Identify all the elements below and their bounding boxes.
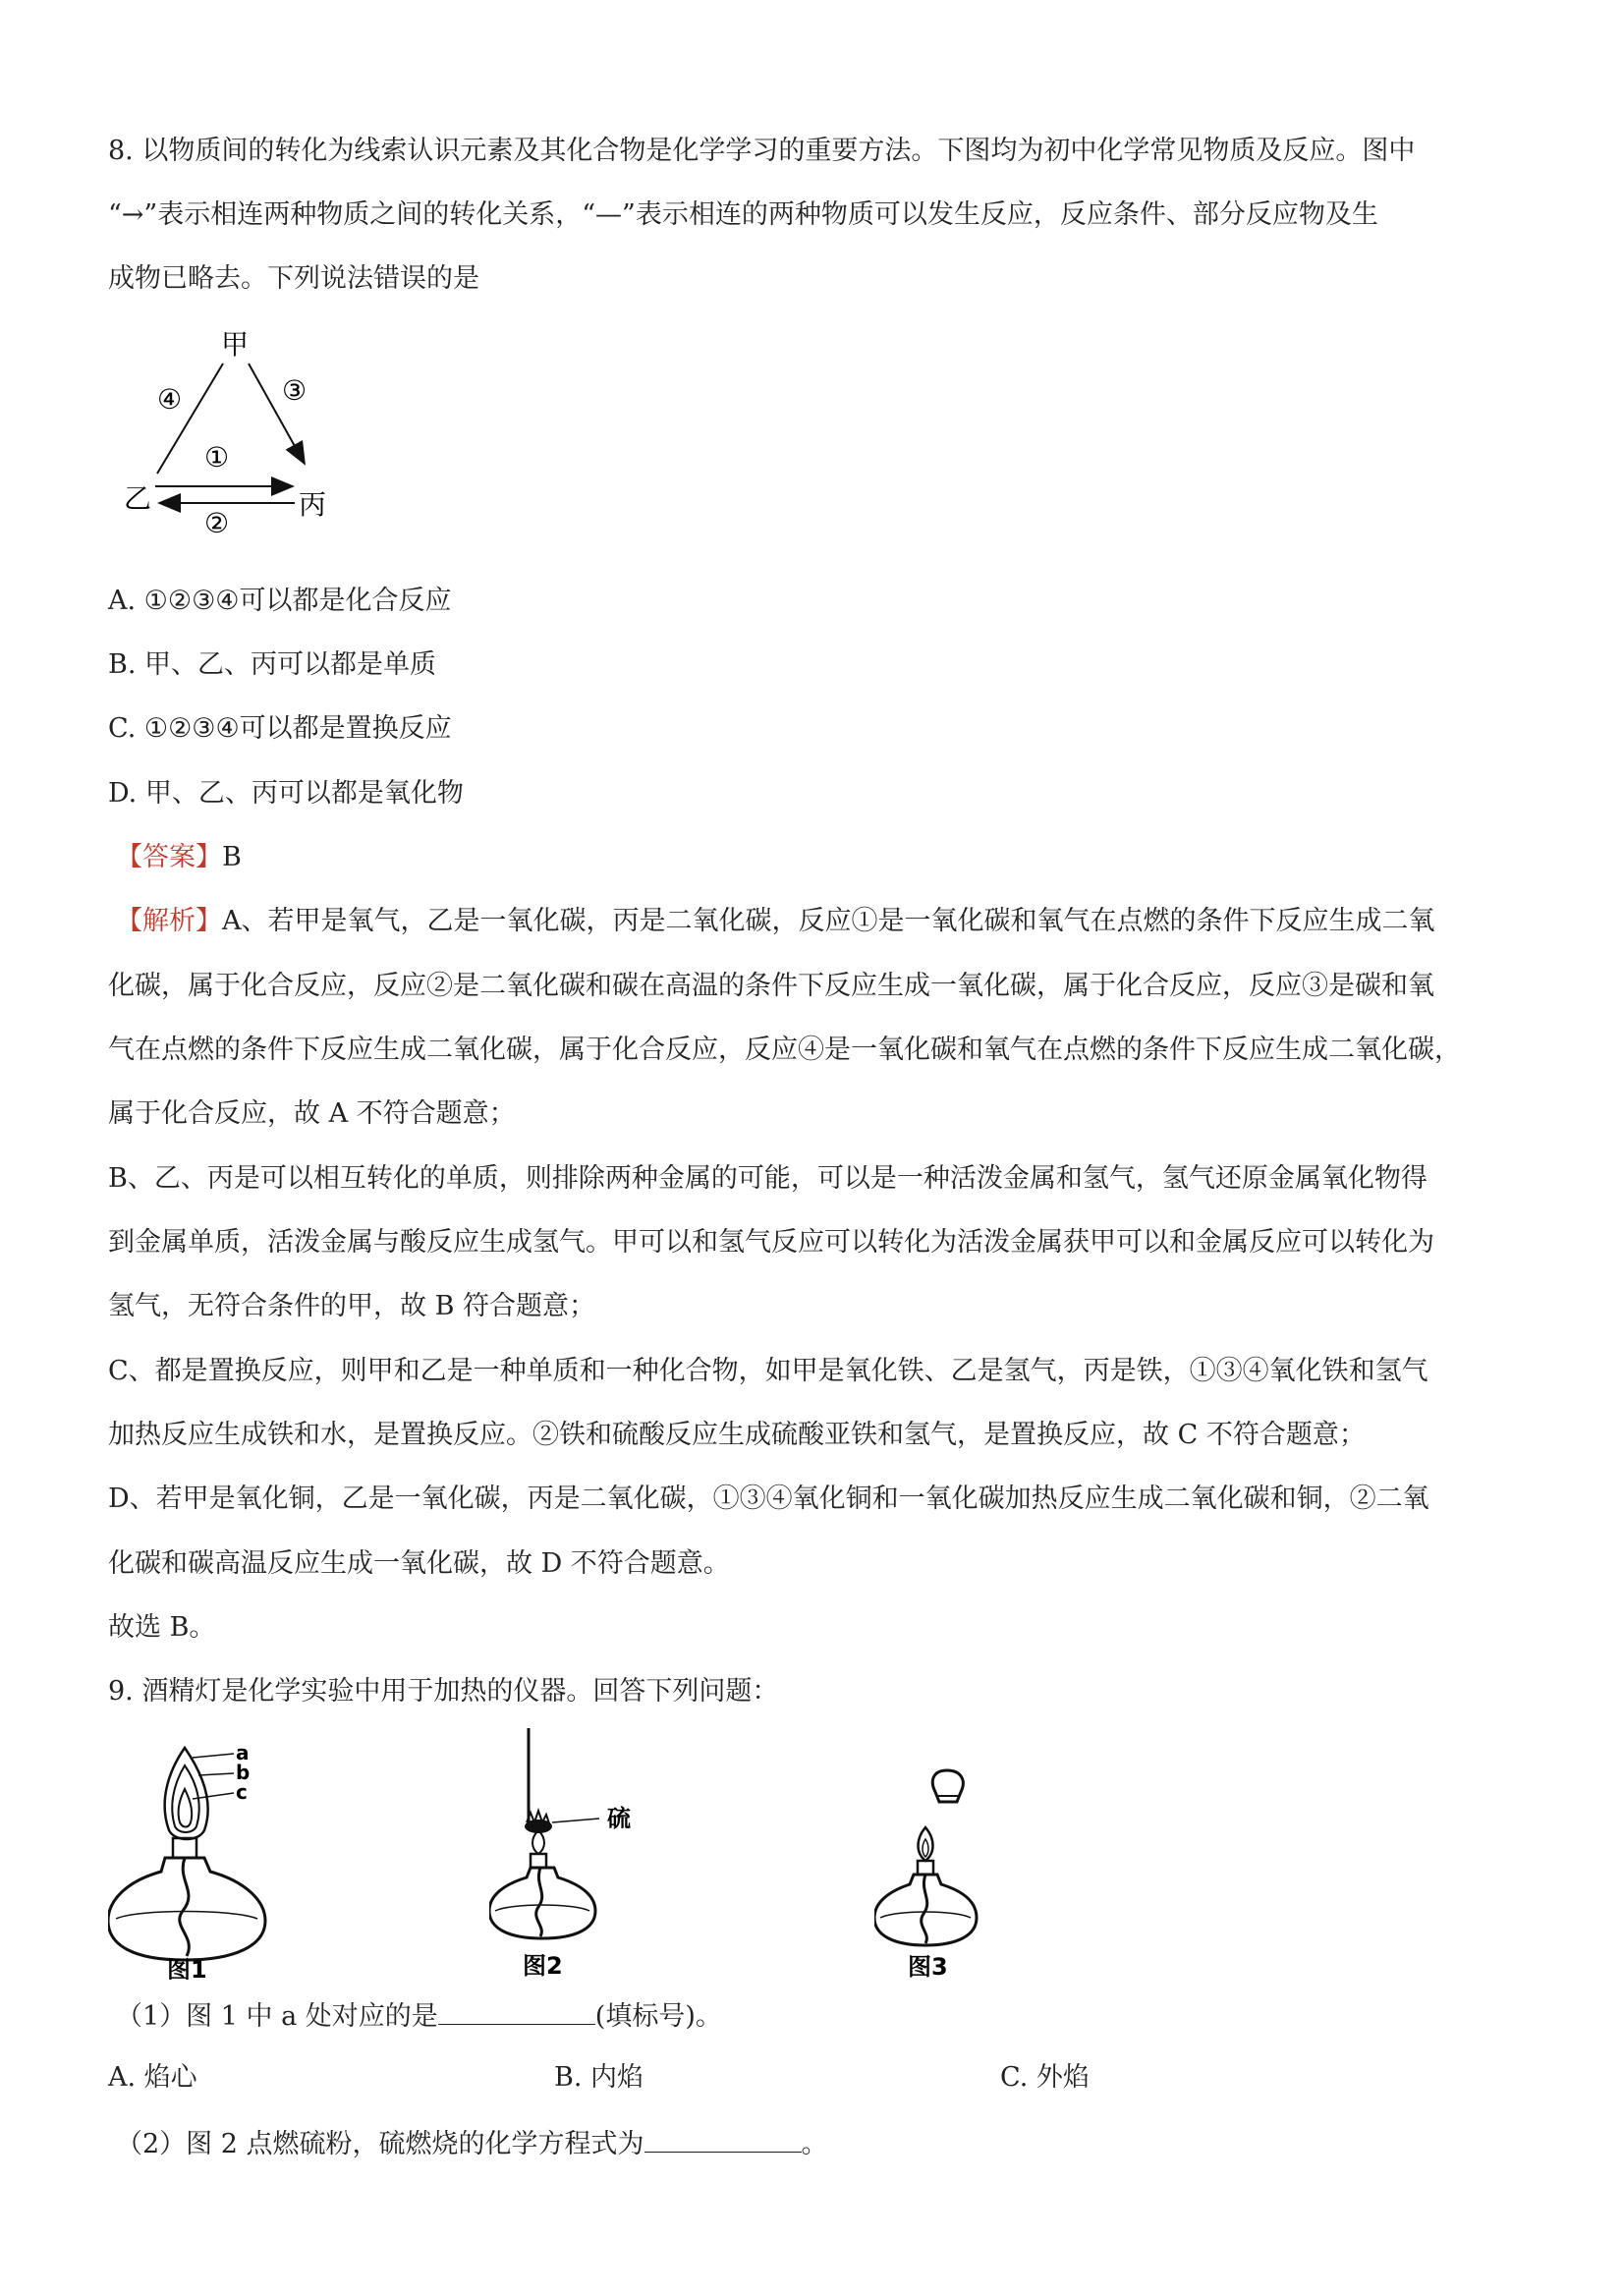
- q9-option-c: C. 外焰: [1000, 2062, 1090, 2093]
- diagram-num-3: ③: [282, 374, 308, 407]
- q8-stem-line-1: 8. 以物质间的转化为线索认识元素及其化合物是化学学习的重要方法。下图均为初中化学常见物质及反应。图中: [108, 136, 1416, 166]
- q9-sub2-prefix: （2）图 2 点燃硫粉，硫燃烧的化学方程式为: [116, 2129, 644, 2159]
- diagram-label-bing: 丙: [299, 488, 327, 521]
- q8-answer: [116, 838, 242, 877]
- figure-2-caption: 图2: [523, 1952, 563, 1980]
- q9-stem: 9. 酒精灯是化学实验中用于加热的仪器。回答下列问题：: [108, 1676, 779, 1707]
- sulfur-label: 硫: [607, 1805, 631, 1832]
- lamp-cap: [932, 1770, 963, 1802]
- q8-option-b: B. 甲、乙、丙可以都是单质: [108, 649, 437, 680]
- figure-1: [108, 1744, 275, 1980]
- analysis-text: A、若甲是氧气，乙是一氧化碳，丙是二氧化碳，反应①是一氧化碳和氧气在点燃的条件下反应生成二氧: [222, 906, 1435, 936]
- figure-3: [874, 1768, 1012, 1980]
- figure-2: [489, 1724, 666, 1980]
- q8-analysis-line-6: 到金属单质，活泼金属与酸反应生成氢气。甲可以和氢气反应可以转化为活泼金属获甲可以和金属反应可以转化为: [108, 1227, 1434, 1258]
- q9-option-b: B. 内焰: [554, 2062, 644, 2093]
- q8-analysis-line-7: 氢气，无符合条件的甲，故 B 符合题意；: [108, 1291, 596, 1321]
- answer-blank-2[interactable]: [644, 2122, 802, 2153]
- q8-stem-line-3: 成物已略去。下列说法错误的是: [108, 263, 479, 294]
- analysis-tag: 【解析】: [116, 906, 222, 936]
- q8-analysis-line-1: [116, 902, 1435, 941]
- answer-value: B: [222, 842, 242, 872]
- q8-analysis-line-8: C、都是置换反应，则甲和乙是一种单质和一种化合物，如甲是氧化铁、乙是氢气，丙是铁，①③④氧化铁和氢气: [108, 1356, 1428, 1386]
- answer-tag: 【答案】: [116, 842, 222, 872]
- q8-analysis-line-5: B、乙、丙是可以相互转化的单质，则排除两种金属的可能，可以是一种活泼金属和氢气，氢气还原金属氧化物得: [108, 1163, 1427, 1194]
- flame-core: [179, 1789, 193, 1827]
- diagram-label-yi: 乙: [124, 482, 152, 515]
- diagram-label-jia: 甲: [221, 328, 250, 361]
- q8-analysis-line-9: 加热反应生成铁和水，是置换反应。②铁和硫酸反应生成硫酸亚铁和氢气，是置换反应，故 C 不符合题意；: [108, 1420, 1366, 1450]
- label-a: a: [236, 1744, 250, 1764]
- q8-option-c: C. ①②③④可以都是置换反应: [108, 713, 452, 744]
- q8-analysis-line-2: 化碳，属于化合反应，反应②是二氧化碳和碳在高温的条件下反应生成一氧化碳，属于化合反应，反应③是碳和氧: [108, 971, 1434, 1001]
- diagram-num-4: ④: [157, 383, 183, 416]
- q9-option-a: A. 焰心: [108, 2062, 197, 2093]
- q9-sub2: [116, 2122, 828, 2164]
- diagram-num-1: ①: [204, 441, 230, 474]
- q8-option-a: A. ①②③④可以都是化合反应: [108, 586, 452, 616]
- q9-sub1: [116, 1994, 722, 2037]
- q8-analysis-line-11: 化碳和碳高温反应生成一氧化碳，故 D 不符合题意。: [108, 1548, 730, 1579]
- q9-sub1-prefix: （1）图 1 中 a 处对应的是: [116, 2001, 438, 2032]
- label-b: b: [236, 1761, 251, 1784]
- q9-sub2-suffix: 。: [801, 2129, 828, 2159]
- q8-analysis-line-3: 气在点燃的条件下反应生成二氧化碳，属于化合反应，反应④是一氧化碳和氧气在点燃的条件下反应生成二氧化碳，: [108, 1035, 1461, 1065]
- q8-analysis-line-12: 故选 B。: [108, 1612, 216, 1643]
- q8-analysis-line-10: D、若甲是氧化铜，乙是一氧化碳，丙是二氧化碳，①③④氧化铜和一氧化碳加热反应生成二氧化碳和铜，②二氧: [108, 1484, 1429, 1514]
- q8-option-d: D. 甲、乙、丙可以都是氧化物: [108, 778, 464, 809]
- figure-3-caption: 图3: [908, 1953, 948, 1980]
- answer-blank-1[interactable]: [438, 1994, 595, 2025]
- q8-stem-line-2: “→”表示相连两种物质之间的转化关系，“—”表示相连的两种物质可以发生反应，反应条件、部分反应物及生: [108, 199, 1378, 230]
- figure-1-caption: 图1: [167, 1956, 207, 1980]
- diagram-num-2: ②: [204, 507, 230, 535]
- label-c: c: [236, 1780, 248, 1804]
- q9-sub1-suffix: (填标号)。: [594, 2001, 722, 2032]
- q8-analysis-line-4: 属于化合反应，故 A 不符合题意；: [108, 1098, 516, 1129]
- conversion-diagram: [118, 324, 344, 535]
- lamp-body: [108, 1858, 265, 1960]
